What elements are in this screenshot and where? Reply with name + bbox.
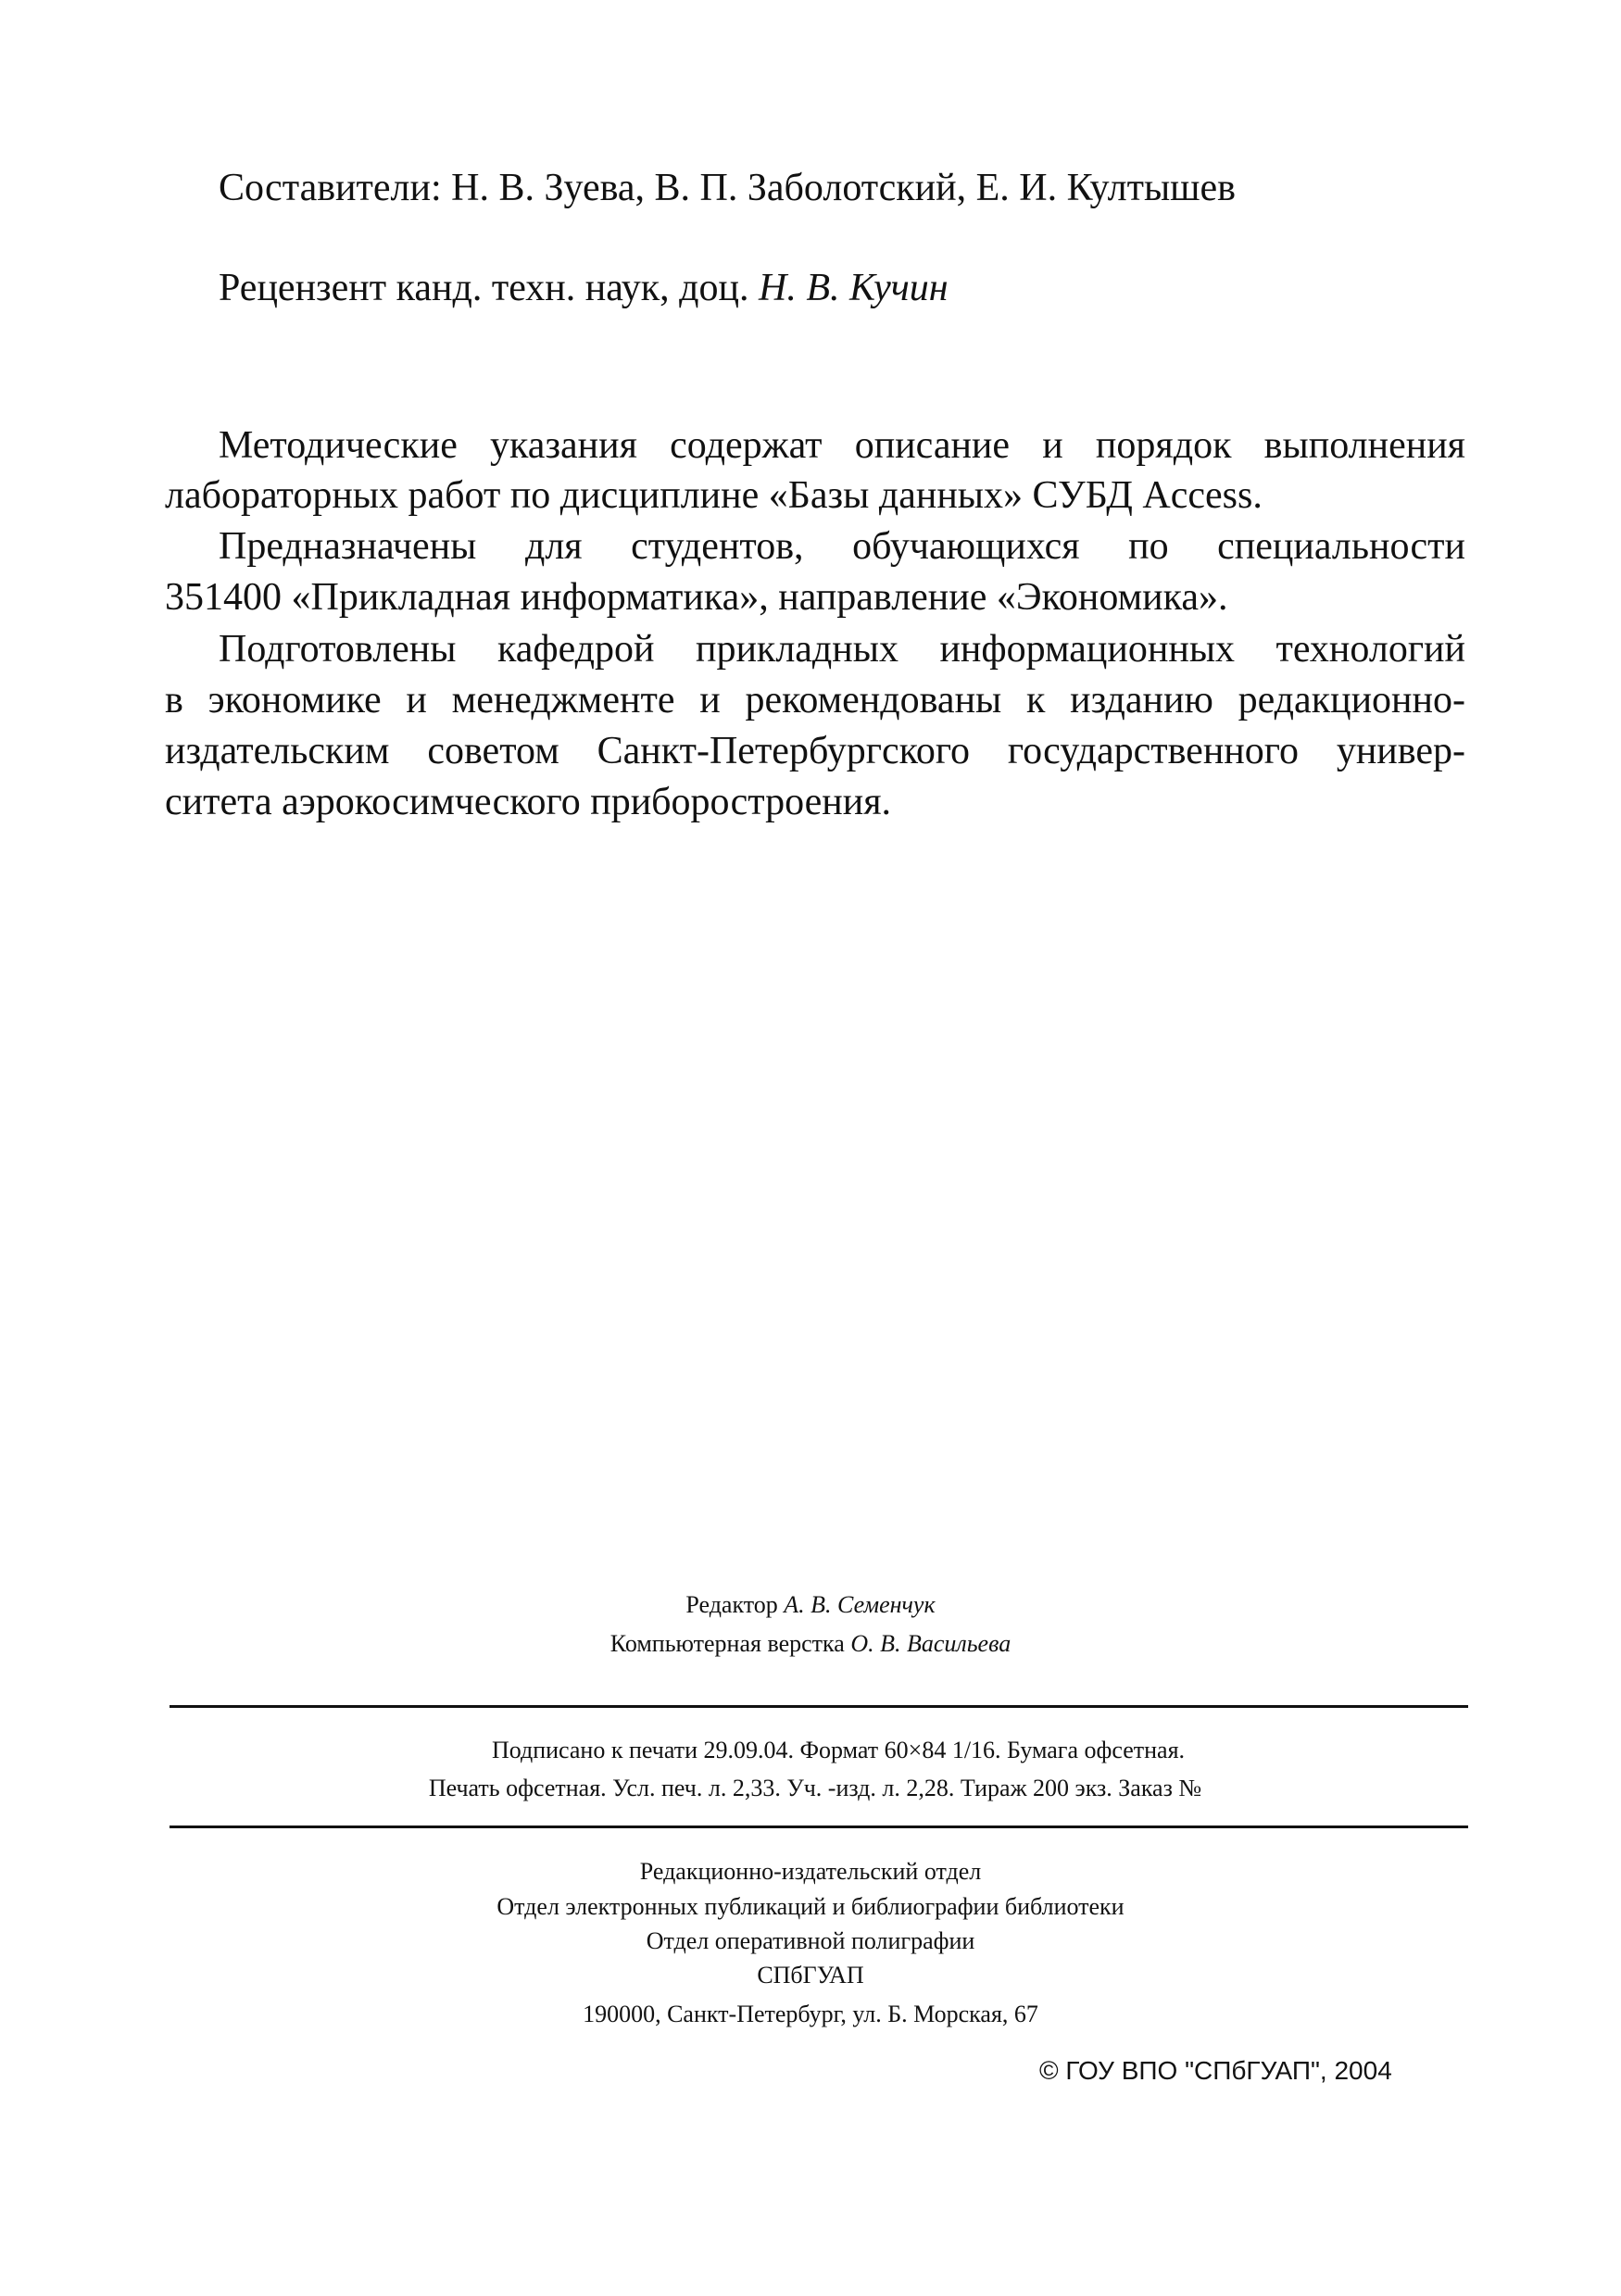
abstract-line-6: в экономике и менеджменте и рекомендованы к изданию редакционно- <box>165 679 1465 721</box>
layout-label: Компьютерная верстка <box>609 1630 845 1657</box>
compilers-label: Составители: <box>219 167 442 209</box>
editor-name: А. В. Семенчук <box>784 1591 936 1618</box>
layout-name: О. В. Васильева <box>850 1630 1012 1657</box>
reviewer-name: Н. В. Кучин <box>759 267 949 309</box>
publisher-line-2: Отдел электронных публикаций и библиографии библиотеки <box>496 1893 1125 1920</box>
abstract-line-3: Предназначены для студентов, обучающихся по специальности <box>219 525 1465 568</box>
editor-line <box>0 1593 1621 1617</box>
abstract-line-1: Методические указания содержат описание и порядок выполнения <box>219 424 1465 467</box>
abstract-line-4: 351400 «Прикладная информатика», направление «Экономика». <box>165 576 1228 619</box>
compilers-line <box>219 169 1236 207</box>
publisher-line-1: Редакционно-издательский отдел <box>639 1858 982 1885</box>
copyright-notice: © ГОУ ВПО "СПбГУАП", 2004 <box>1039 2056 1392 2085</box>
abstract-line-2: лабораторных работ по дисциплине «Базы данных» СУБД Access. <box>165 474 1263 517</box>
abstract-line-5: Подготовлены кафедрой прикладных информационных технологий <box>219 628 1465 671</box>
compilers-names: Н. В. Зуева, В. П. Заболотский, Е. И. Култышев <box>451 167 1236 209</box>
publisher-line-3: Отдел оперативной полиграфии <box>646 1927 975 1954</box>
publisher-address: 190000, Санкт-Петербург, ул. Б. Морская, 67 <box>583 2001 1038 2027</box>
divider-bottom <box>170 1826 1468 1828</box>
editor-label: Редактор <box>685 1591 778 1618</box>
reviewer-line <box>219 269 949 307</box>
layout-line <box>0 1632 1621 1656</box>
abstract-line-7: издательским советом Санкт-Петербургского государственного универ- <box>165 730 1465 772</box>
abstract-line-8: ситета аэрокосимческого приборостроения. <box>165 781 892 823</box>
print-info-line-2: Печать офсетная. Усл. печ. л. 2,33. Уч. -изд. л. 2,28. Тираж 200 экз. Заказ № <box>428 1775 1202 1801</box>
print-info-line-1: Подписано к печати 29.09.04. Формат 60×84 1/16. Бумага офсетная. <box>491 1737 1186 1763</box>
publisher-line-4: СПбГУАП <box>757 1962 864 1989</box>
divider-top <box>170 1705 1468 1708</box>
reviewer-label: Рецензент канд. техн. наук, доц. <box>219 267 749 309</box>
